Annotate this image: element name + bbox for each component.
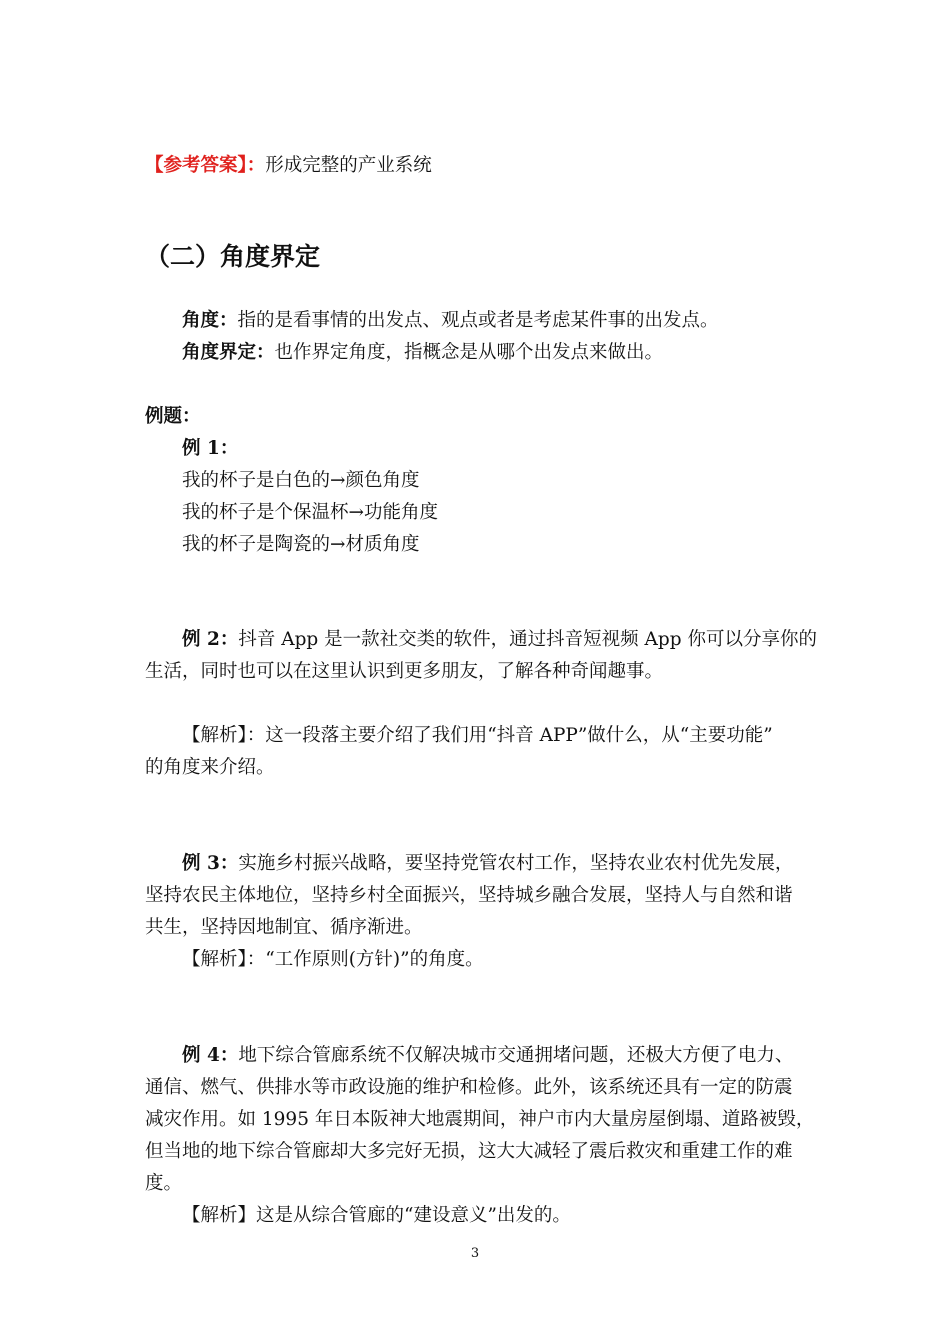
example3-line: 坚持农民主体地位，坚持乡村全面振兴，坚持城乡融合发展，坚持人与自然和谐	[145, 885, 793, 906]
example3-line	[182, 848, 793, 880]
example2-analysis: 的角度来介绍。	[145, 757, 275, 778]
definition-text: 指的是看事情的出发点、观点或者是考虑某件事的出发点。	[237, 310, 719, 331]
examples-heading: 例题：	[145, 406, 201, 427]
example2-text: 抖音 App 是一款社交类的软件，通过抖音短视频 App 你可以分享你的	[238, 629, 817, 650]
example1-line: 我的杯子是陶瓷的→材质角度	[182, 534, 420, 555]
example2-line	[182, 624, 817, 656]
example4-line: 度。	[145, 1173, 183, 1194]
example2-label: 例 2：	[182, 629, 239, 650]
page-number: 3	[470, 1246, 480, 1261]
example1-line: 我的杯子是个保温杯→功能角度	[182, 502, 439, 523]
example4-text: 地下综合管廊系统不仅解决城市交通拥堵问题，还极大方便了电力、	[238, 1045, 794, 1066]
definition-angle	[182, 305, 719, 337]
example1-line: 我的杯子是白色的→颜色角度	[182, 470, 420, 491]
definition-term: 角度：	[182, 310, 238, 331]
answer-label: 【参考答案】：	[145, 155, 266, 176]
example4-label: 例 4：	[182, 1045, 239, 1066]
example4-analysis: 【解析】这是从综合管廊的“建设意义”出发的。	[182, 1205, 571, 1226]
answer-text: 形成完整的产业系统	[265, 155, 432, 176]
reference-answer	[145, 150, 432, 182]
definition-text: 也作界定角度，指概念是从哪个出发点来做出。	[274, 342, 664, 363]
definition-term: 角度界定：	[182, 342, 275, 363]
example3-analysis: 【解析】：“工作原则(方针)”的角度。	[182, 949, 484, 970]
definition-angle-scope	[182, 337, 663, 369]
example4-line: 但当地的地下综合管廊却大多完好无损，这大大减轻了震后救灾和重建工作的难	[145, 1141, 793, 1162]
example3-label: 例 3：	[182, 853, 239, 874]
example2-line: 生活，同时也可以在这里认识到更多朋友，了解各种奇闻趣事。	[145, 661, 664, 682]
example3-line: 共生，坚持因地制宜、循序渐进。	[145, 917, 423, 938]
example3-text: 实施乡村振兴战略，要坚持党管农村工作，坚持农业农村优先发展，	[238, 853, 794, 874]
example4-line	[182, 1040, 793, 1072]
example4-line: 通信、燃气、供排水等市政设施的维护和检修。此外，该系统还具有一定的防震	[145, 1077, 793, 1098]
section-title: （二）角度界定	[145, 242, 321, 271]
example1-label: 例 1：	[182, 438, 239, 459]
example4-line: 减灾作用。如 1995 年日本阪神大地震期间，神户市内大量房屋倒塌、道路被毁，	[145, 1109, 815, 1130]
example2-analysis: 【解析】：这一段落主要介绍了我们用“抖音 APP”做什么，从“主要功能”	[182, 725, 773, 746]
